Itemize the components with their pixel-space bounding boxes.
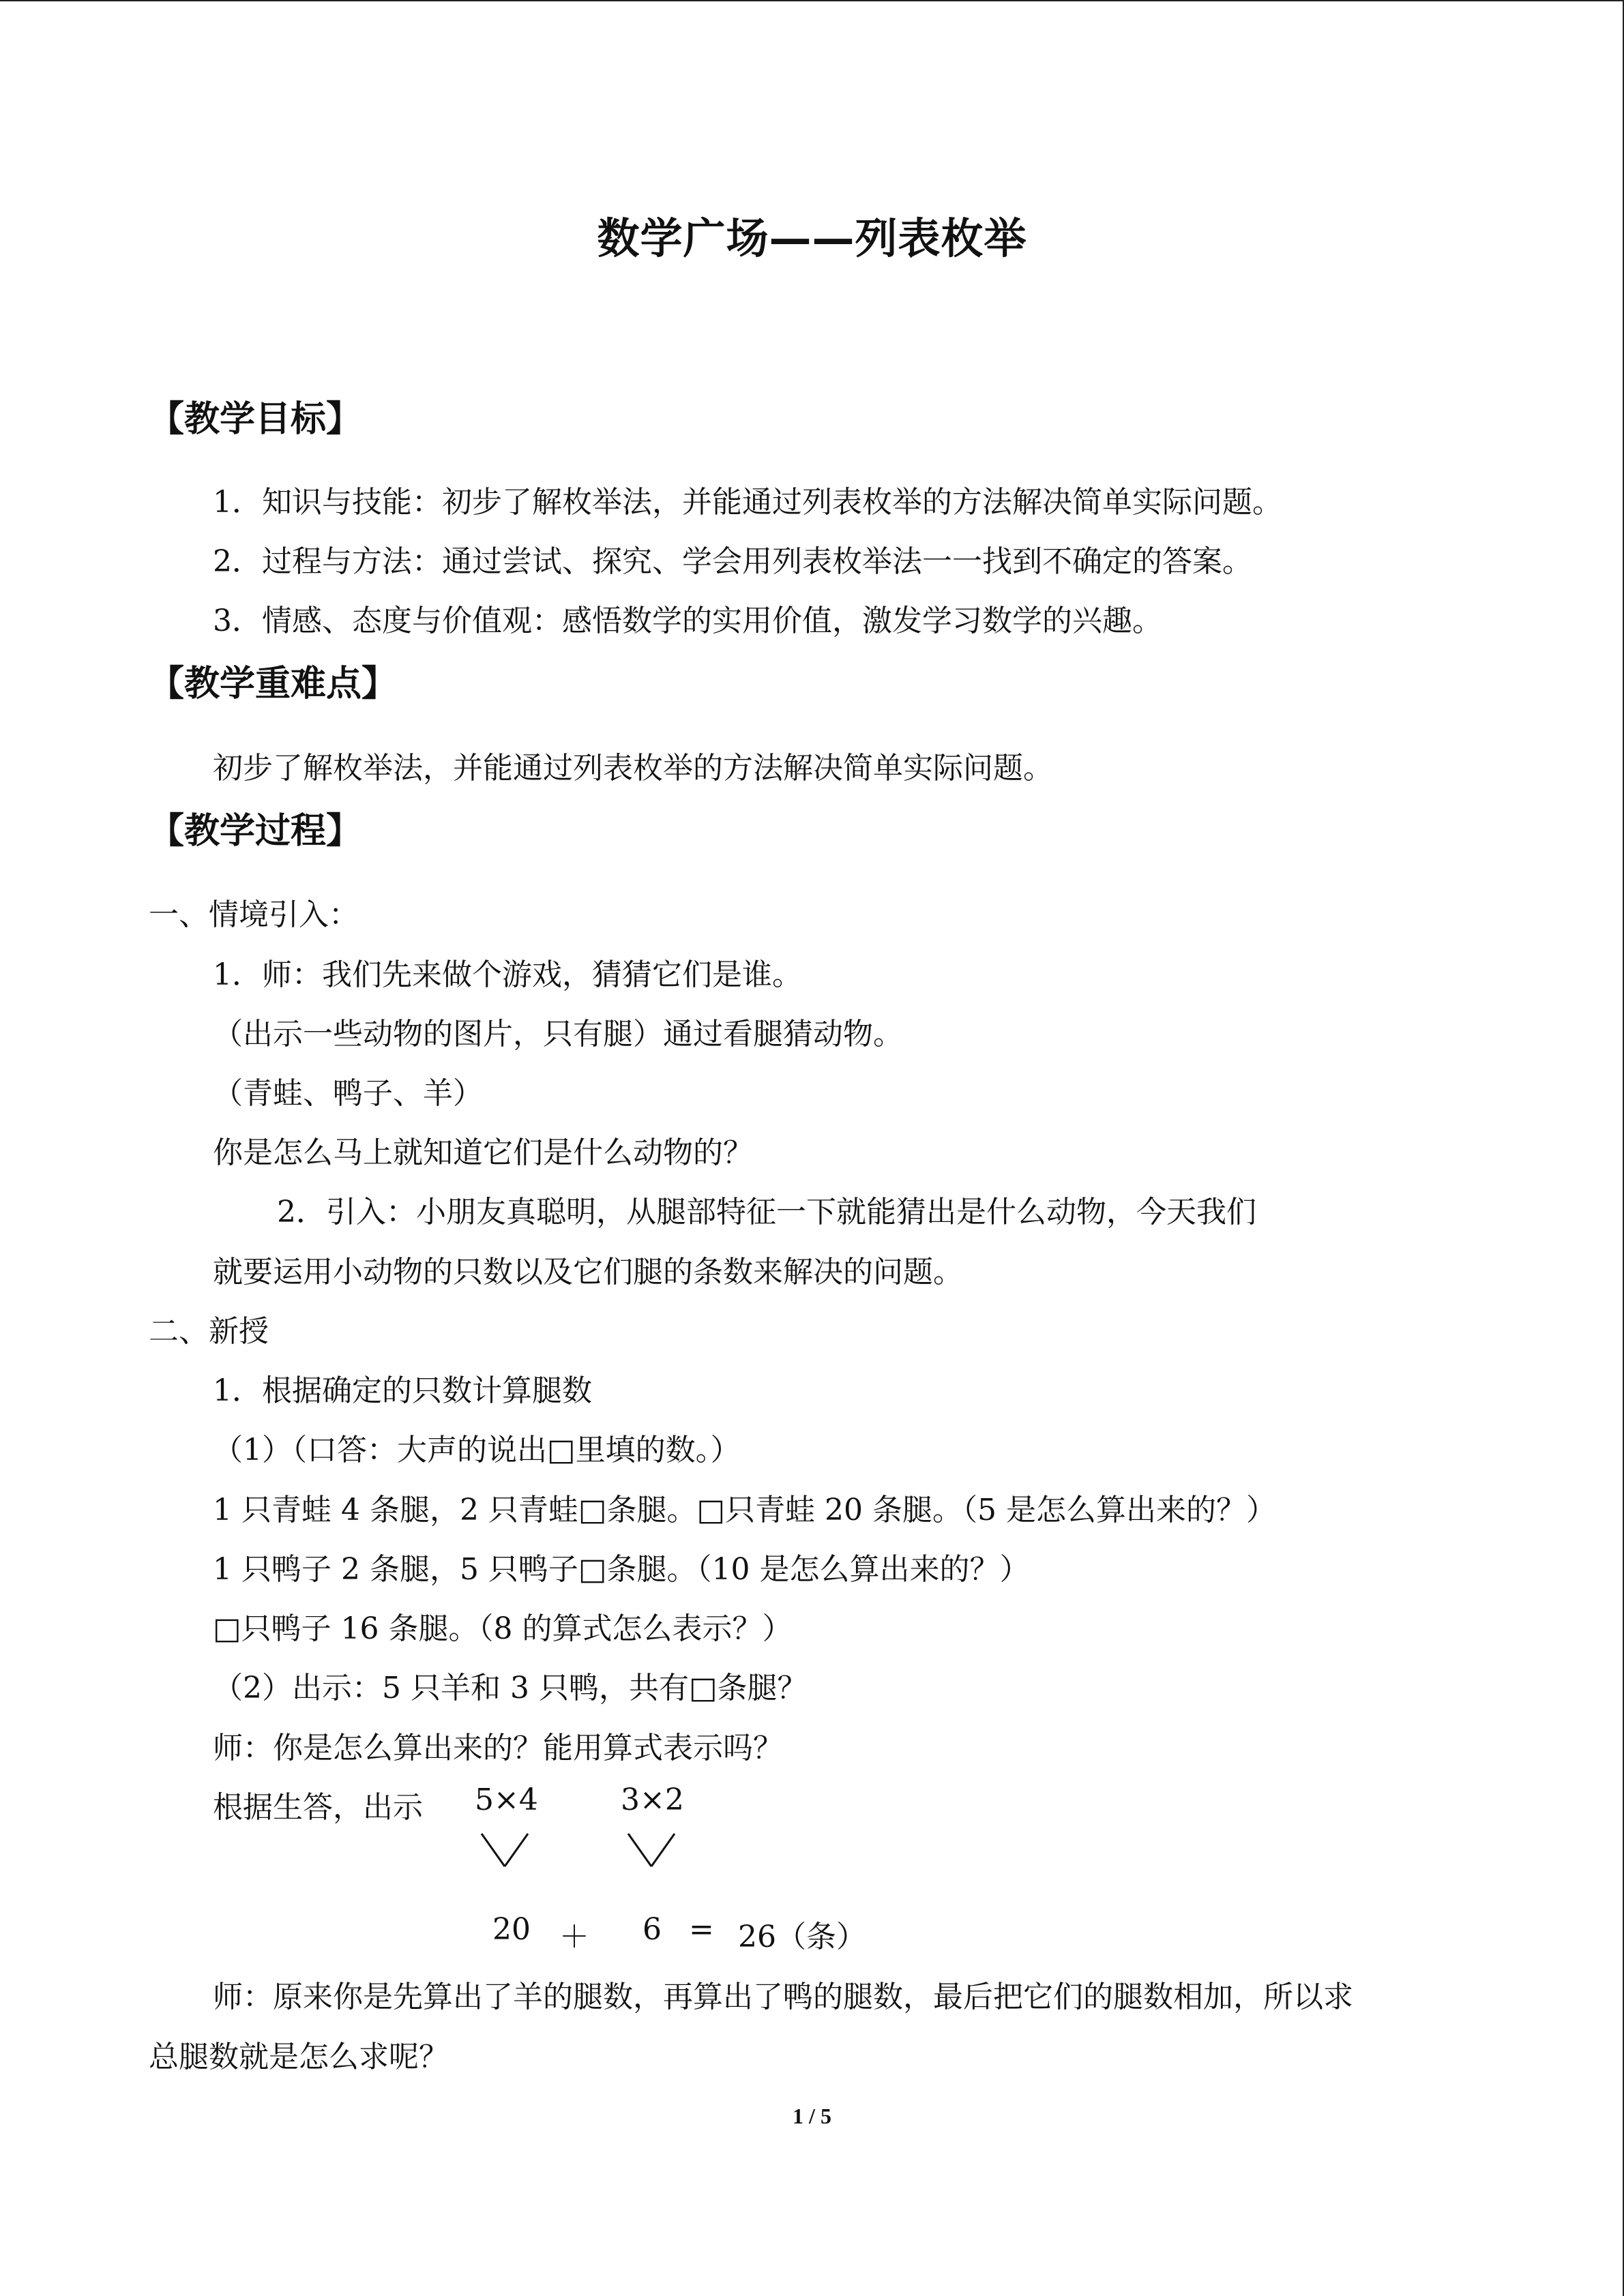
page-number: 1 / 5 <box>793 2104 831 2128</box>
heading-key-points: 【教学重难点】 <box>149 664 398 704</box>
key-points-text: 初步了解枚举法，并能通过列表枚举的方法解决简单实际问题。 <box>213 751 1053 786</box>
formula-lead: 根据生答，出示 <box>213 1790 423 1825</box>
closing-line-1: 师：原来你是先算出了羊的腿数，再算出了鸭的腿数，最后把它们的腿数相加，所以求 <box>213 1980 1353 2014</box>
formula-result-sheep: 20 <box>492 1912 531 1947</box>
heading-goals: 【教学目标】 <box>149 399 362 440</box>
part1-title: 一、情境引入： <box>149 897 359 932</box>
page-title: 数学广场——列表枚举 <box>597 213 1027 263</box>
part2-title: 二、新授 <box>149 1314 269 1349</box>
formula-merge-lines-left <box>477 1831 532 1869</box>
page-top-border <box>0 0 1624 1</box>
formula-expr-duck: 3×2 <box>621 1783 684 1817</box>
part1-line-2: （出示一些动物的图片，只有腿）通过看腿猜动物。 <box>213 1017 903 1052</box>
part1-line-4: 你是怎么马上就知道它们是什么动物的？ <box>213 1135 753 1170</box>
part2-line-2: （1）（口答：大声的说出□里填的数。） <box>213 1433 741 1467</box>
part2-line-3: 1 只青蛙 4 条腿，2 只青蛙□条腿。□只青蛙 20 条腿。（5 是怎么算出来的？） <box>213 1493 1277 1527</box>
formula-expr-sheep: 5×4 <box>475 1783 538 1817</box>
formula-result-duck: 6 <box>643 1912 662 1947</box>
heading-process: 【教学过程】 <box>149 811 362 852</box>
formula-equals: = <box>689 1912 714 1947</box>
goal-item-1: 1．知识与技能：初步了解枚举法，并能通过列表枚举的方法解决简单实际问题。 <box>213 485 1282 520</box>
part2-line-6: （2）出示：5 只羊和 3 只鸭，共有□条腿？ <box>213 1671 808 1705</box>
closing-line-2: 总腿数就是怎么求呢？ <box>149 2040 449 2074</box>
formula-plus: ＋ <box>559 1920 589 1954</box>
part2-line-1: 1．根据确定的只数计算腿数 <box>213 1373 592 1408</box>
goal-item-2: 2．过程与方法：通过尝试、探究、学会用列表枚举法一一找到不确定的答案。 <box>213 544 1252 579</box>
part1-line-6: 就要运用小动物的只数以及它们腿的条数来解决的问题。 <box>213 1255 963 1289</box>
part1-line-3: （青蛙、鸭子、羊） <box>213 1076 483 1111</box>
formula-total: 26（条） <box>738 1920 866 1954</box>
part1-line-1: 1．师：我们先来做个游戏，猜猜它们是谁。 <box>213 957 802 992</box>
goal-item-3: 3．情感、态度与价值观：感悟数学的实用价值，激发学习数学的兴趣。 <box>213 603 1162 638</box>
part1-line-5: 2．引入：小朋友真聪明，从腿部特征一下就能猜出是什么动物，今天我们 <box>277 1195 1256 1229</box>
part2-line-5: □只鸭子 16 条腿。（8 的算式怎么表示？） <box>213 1611 793 1646</box>
part2-line-4: 1 只鸭子 2 条腿，5 只鸭子□条腿。（10 是怎么算出来的？） <box>213 1552 1030 1587</box>
formula-merge-lines-right <box>624 1831 679 1869</box>
part2-line-7: 师：你是怎么算出来的？能用算式表示吗？ <box>213 1731 783 1765</box>
